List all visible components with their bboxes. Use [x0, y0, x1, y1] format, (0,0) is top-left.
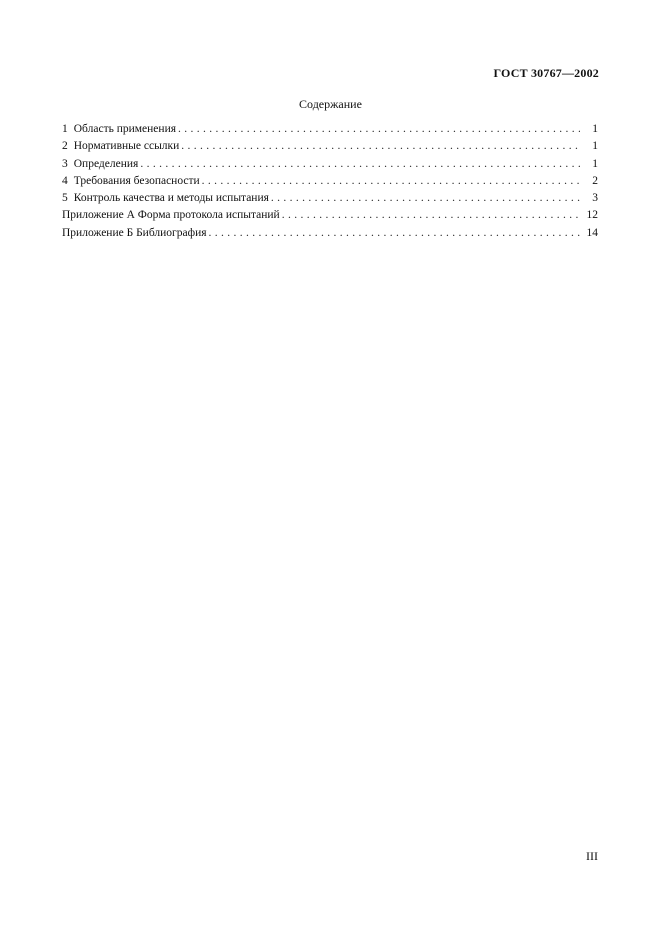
- toc-entry-number: 2: [62, 140, 68, 153]
- toc-entry-label: Нормативные ссылки: [73, 140, 180, 153]
- toc-entry-page: 1: [592, 157, 598, 170]
- toc-entry-label: Область применения: [73, 123, 177, 135]
- toc-entry-page: 1: [592, 123, 598, 135]
- toc-entry[interactable]: [62, 175, 598, 192]
- page-number: III: [586, 849, 598, 863]
- toc-leader-dots: [178, 123, 580, 135]
- toc-leader-dots: [271, 192, 580, 204]
- toc-entry-number: 4: [62, 174, 68, 187]
- toc-entry-number: 1: [62, 123, 68, 135]
- toc-entry[interactable]: [62, 140, 598, 157]
- toc-entry-appendix[interactable]: [62, 227, 598, 244]
- toc-entry-label: Контроль качества и методы испытания: [73, 192, 269, 205]
- toc-leader-dots: [282, 209, 580, 221]
- toc-entry-page: 12: [586, 209, 598, 222]
- toc-entry-page: 3: [592, 192, 598, 205]
- toc-entry-label: Определения: [73, 157, 139, 170]
- toc-leader-dots: [202, 175, 580, 187]
- toc-entry-label: Приложение А Форма протокола испытаний: [62, 209, 280, 222]
- toc-leader-dots: [209, 227, 580, 239]
- toc-entry-page: 14: [586, 226, 598, 239]
- toc-entry-label: Требования безопасности: [73, 174, 200, 187]
- toc-title: Содержание: [299, 97, 362, 111]
- toc-entry-number: 5: [62, 192, 68, 205]
- document-id: ГОСТ 30767—2002: [493, 66, 599, 80]
- toc-entry-appendix[interactable]: [62, 209, 598, 226]
- table-of-contents: [62, 123, 598, 244]
- toc-entry[interactable]: [62, 158, 598, 175]
- toc-entry-page: 1: [592, 140, 598, 153]
- toc-entry[interactable]: [62, 192, 598, 209]
- toc-entry-page: 2: [592, 174, 598, 187]
- toc-entry-number: 3: [62, 157, 68, 170]
- toc-leader-dots: [181, 140, 580, 152]
- toc-leader-dots: [140, 158, 580, 170]
- toc-entry-label: Приложение Б Библиография: [62, 226, 207, 239]
- toc-entry[interactable]: [62, 123, 598, 140]
